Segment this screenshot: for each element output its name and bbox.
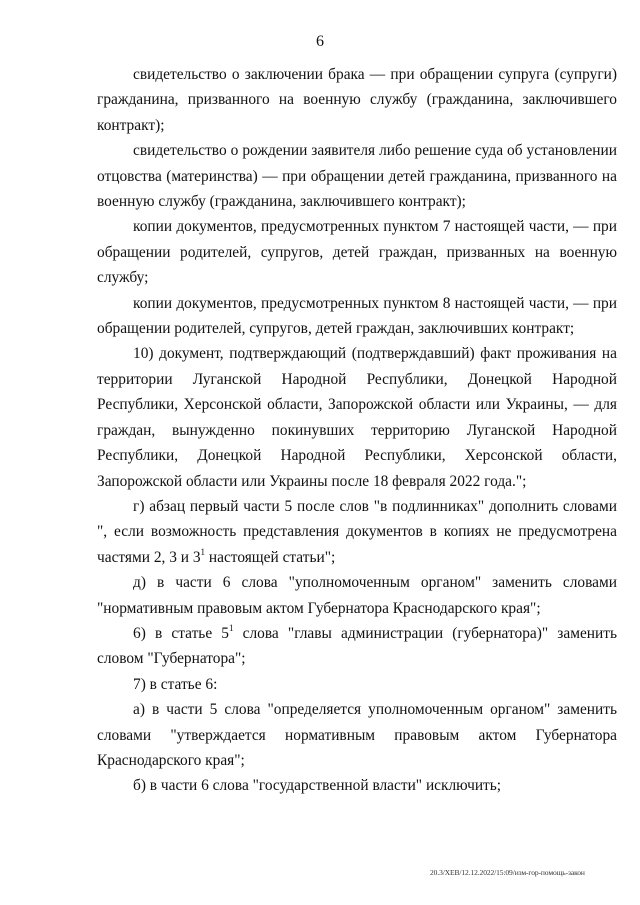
- footer-document-code: 20.3/XEB/12.12.2022/15:09/изм-гор-помощь-закон: [430, 868, 585, 877]
- paragraph-b: б) в части 6 слова "государственной власти" исключить;: [133, 777, 502, 795]
- paragraph-g-tail: настоящей статьи";: [205, 548, 336, 566]
- paragraph-6-superscript: 1: [229, 622, 234, 633]
- paragraph-g-superscript: 1: [200, 546, 206, 557]
- page-number: 6: [316, 33, 324, 50]
- paragraph-copies-item-8: копии документов, предусмотренных пунктом 8 настоящей части, — при обращении родителей, супругов, детей граждан, заключивших контракт;: [97, 294, 617, 338]
- paragraph-7: 7) в статье 6:: [133, 675, 218, 693]
- paragraph-6-text: 6) в статье 5: [133, 624, 229, 642]
- paragraph-g: [97, 494, 617, 570]
- paragraph-6-tail: слова "главы администрации (губернатора)" заменить словом "Губернатора";: [97, 624, 617, 668]
- paragraph-a: а) в части 5 слова "определяется уполномоченным органом" заменить словами "утверждается нормативным правовым актом Губернатора Краснодарского края";: [97, 701, 617, 769]
- paragraph-g-text: г) абзац первый части 5 после слов "в подлинниках" дополнить словами ", если возможность представления документов в копиях не предусмотрена частями 2, 3 и 3: [97, 497, 617, 566]
- paragraph-marriage-certificate: свидетельство о заключении брака — при обращении супруга (супруги) гражданина, призванного на военную службу (гражданина, заключившего контракт);: [97, 66, 617, 134]
- document-body: [97, 62, 617, 799]
- paragraph-copies-item-7: копии документов, предусмотренных пунктом 7 настоящей части, — при обращении родителей, супругов, детей граждан, призванных на военную службу;: [97, 218, 617, 287]
- paragraph-birth-certificate: свидетельство о рождении заявителя либо решение суда об установлении отцовства (материнства) — при обращении детей гражданина, призванного на военную службу (гражданина, заключившего контракт);: [97, 142, 617, 211]
- paragraph-6: [97, 621, 617, 672]
- paragraph-item-10: 10) документ, подтверждающий (подтверждавший) факт проживания на территории Луганской Народной Республики, Донецкой Народной Республики, Херсонской области, Запорожской области или Украины, — для граждан, вынужденно покинувших территорию Луганской Народной Республики, Донецкой Народной Республики, Херсонской области, Запорожской области или Украины после 18 февраля 2022 года.";: [97, 345, 617, 490]
- paragraph-d: д) в части 6 слова "уполномоченным органом" заменить словами "нормативным правовым актом Губернатора Краснодарского края";: [97, 574, 617, 617]
